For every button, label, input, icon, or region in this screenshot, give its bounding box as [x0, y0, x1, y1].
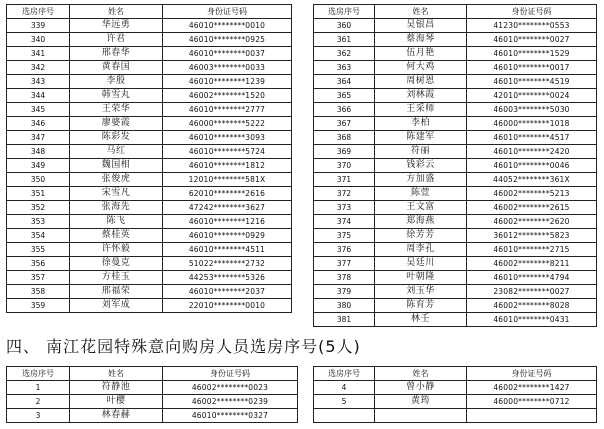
- seq-cell: 381: [314, 313, 375, 327]
- bottom-right-table: [313, 366, 597, 423]
- seq-cell: 361: [314, 33, 375, 47]
- id-cell: 46010********2037: [163, 285, 292, 299]
- table-row: [7, 409, 298, 423]
- id-cell: 46010********0017: [467, 61, 597, 75]
- name-cell: 张俊虎: [70, 173, 163, 187]
- seq-cell: 362: [314, 47, 375, 61]
- seq-cell: 375: [314, 229, 375, 243]
- id-cell: 46002********8211: [467, 257, 597, 271]
- id-cell: 46000********5222: [163, 117, 292, 131]
- id-cell: 46002********2615: [467, 201, 597, 215]
- table-row: [314, 187, 597, 201]
- table-row: [314, 215, 597, 229]
- id-cell: 41230********0553: [467, 19, 597, 33]
- id-cell: 46010********0925: [163, 33, 292, 47]
- table-row: [314, 173, 597, 187]
- seq-cell: 354: [7, 229, 70, 243]
- table-header-row: [314, 5, 597, 19]
- name-cell: [375, 409, 467, 423]
- id-cell: 46002********0023: [163, 381, 298, 395]
- name-cell: 钱彩云: [375, 159, 467, 173]
- table-row: [314, 117, 597, 131]
- id-cell: 46003********5030: [467, 103, 597, 117]
- header-name: 姓名: [375, 5, 467, 19]
- table-row: [314, 243, 597, 257]
- name-cell: 张海先: [70, 201, 163, 215]
- id-cell: 46010********5724: [163, 145, 292, 159]
- top-right-table: [313, 4, 597, 327]
- header-seq: 选房序号: [314, 5, 375, 19]
- name-cell: 黄春国: [70, 61, 163, 75]
- table-header-row: [7, 5, 292, 19]
- name-cell: 徐芳芳: [375, 229, 467, 243]
- seq-cell: 5: [314, 395, 375, 409]
- id-cell: 46002********2620: [467, 215, 597, 229]
- id-cell: 46000********1018: [467, 117, 597, 131]
- header-name: 姓名: [70, 5, 163, 19]
- id-cell: 12010********581X: [163, 173, 292, 187]
- table-row: [7, 19, 292, 33]
- top-left-table: [6, 4, 292, 313]
- name-cell: 马红: [70, 145, 163, 159]
- name-cell: 周李孔: [375, 243, 467, 257]
- name-cell: 华远勇: [70, 19, 163, 33]
- table-row: [7, 187, 292, 201]
- seq-cell: 347: [7, 131, 70, 145]
- id-cell: 46000********0712: [467, 395, 597, 409]
- name-cell: 符丽: [375, 145, 467, 159]
- seq-cell: 358: [7, 285, 70, 299]
- seq-cell: 360: [314, 19, 375, 33]
- seq-cell: 363: [314, 61, 375, 75]
- seq-cell: 370: [314, 159, 375, 173]
- name-cell: 林春赫: [70, 409, 163, 423]
- name-cell: 王荣华: [70, 103, 163, 117]
- id-cell: 46002********1427: [467, 381, 597, 395]
- name-cell: 陈建军: [375, 131, 467, 145]
- id-cell: 36012********5823: [467, 229, 597, 243]
- table-row: [7, 395, 298, 409]
- table-row: [314, 395, 597, 409]
- id-cell: 46010********4511: [163, 243, 292, 257]
- id-cell: 47242********3627: [163, 201, 292, 215]
- table-row: [314, 285, 597, 299]
- name-cell: 叶朝隆: [375, 271, 467, 285]
- id-cell: 46010********0046: [467, 159, 597, 173]
- name-cell: 符静池: [70, 381, 163, 395]
- id-cell: 46010********0037: [163, 47, 292, 61]
- seq-cell: 355: [7, 243, 70, 257]
- seq-cell: 380: [314, 299, 375, 313]
- name-cell: 曾小静: [375, 381, 467, 395]
- header-id: 身份证号码: [163, 367, 298, 381]
- id-cell: 46010********1529: [467, 47, 597, 61]
- table-row: [7, 75, 292, 89]
- table-row: [314, 299, 597, 313]
- seq-cell: 346: [7, 117, 70, 131]
- id-cell: 46010********4794: [467, 271, 597, 285]
- seq-cell: 365: [314, 89, 375, 103]
- id-cell: 46002********1520: [163, 89, 292, 103]
- table-row: [7, 299, 292, 313]
- table-header-row: [7, 367, 298, 381]
- seq-cell: 341: [7, 47, 70, 61]
- name-cell: 陈飞: [70, 215, 163, 229]
- name-cell: 刘林霞: [375, 89, 467, 103]
- name-cell: 魏国相: [70, 159, 163, 173]
- seq-cell: 357: [7, 271, 70, 285]
- name-cell: 李柏: [375, 117, 467, 131]
- table-row: [7, 229, 292, 243]
- name-cell: 吴廷川: [375, 257, 467, 271]
- id-cell: 44052********361X: [467, 173, 597, 187]
- id-cell: 46002********8028: [467, 299, 597, 313]
- header-name: 姓名: [70, 367, 163, 381]
- header-name: 姓名: [375, 367, 467, 381]
- name-cell: 陈萱: [375, 187, 467, 201]
- name-cell: 邢福荣: [70, 285, 163, 299]
- table-row: [314, 47, 597, 61]
- table-row: [314, 19, 597, 33]
- name-cell: 许怀毅: [70, 243, 163, 257]
- id-cell: 46010********4517: [467, 131, 597, 145]
- table-row: [7, 131, 292, 145]
- table-row: [314, 257, 597, 271]
- id-cell: 46010********0431: [467, 313, 597, 327]
- table-row: [7, 33, 292, 47]
- seq-cell: 345: [7, 103, 70, 117]
- name-cell: 陈育芳: [375, 299, 467, 313]
- table-row: [7, 61, 292, 75]
- name-cell: 李殷: [70, 75, 163, 89]
- table-row: [314, 201, 597, 215]
- seq-cell: 3: [7, 409, 70, 423]
- id-cell: 46010********0327: [163, 409, 298, 423]
- table-row: [314, 103, 597, 117]
- table-row: [7, 103, 292, 117]
- id-cell: 46002********5213: [467, 187, 597, 201]
- name-cell: 叶樱: [70, 395, 163, 409]
- seq-cell: 343: [7, 75, 70, 89]
- name-cell: 蔡桂英: [70, 229, 163, 243]
- name-cell: 方加盛: [375, 173, 467, 187]
- id-cell: 46010********3093: [163, 131, 292, 145]
- seq-cell: 351: [7, 187, 70, 201]
- name-cell: 廖婆霞: [70, 117, 163, 131]
- seq-cell: 367: [314, 117, 375, 131]
- table-row: [314, 145, 597, 159]
- id-cell: 46010********4519: [467, 75, 597, 89]
- table-row: [7, 243, 292, 257]
- seq-cell: 344: [7, 89, 70, 103]
- name-cell: 韩雪丸: [70, 89, 163, 103]
- seq-cell: 374: [314, 215, 375, 229]
- name-cell: 陈彩发: [70, 131, 163, 145]
- id-cell: 46003********0033: [163, 61, 292, 75]
- table-row: [314, 61, 597, 75]
- seq-cell: 364: [314, 75, 375, 89]
- table-row: [7, 117, 292, 131]
- table-row: [7, 47, 292, 61]
- header-seq: 选房序号: [314, 367, 375, 381]
- table-row: [7, 201, 292, 215]
- seq-cell: 371: [314, 173, 375, 187]
- seq-cell: 373: [314, 201, 375, 215]
- seq-cell: 378: [314, 271, 375, 285]
- header-id: 身份证号码: [467, 5, 597, 19]
- seq-cell: 366: [314, 103, 375, 117]
- seq-cell: 359: [7, 299, 70, 313]
- seq-cell: [314, 409, 375, 423]
- table-row: [314, 409, 597, 423]
- table-row: [7, 271, 292, 285]
- name-cell: 郑海燕: [375, 215, 467, 229]
- table-row: [7, 173, 292, 187]
- name-cell: 王文富: [375, 201, 467, 215]
- seq-cell: 352: [7, 201, 70, 215]
- table-row: [7, 285, 292, 299]
- id-cell: 46010********2420: [467, 145, 597, 159]
- table-row: [314, 159, 597, 173]
- seq-cell: 368: [314, 131, 375, 145]
- header-seq: 选房序号: [7, 5, 70, 19]
- seq-cell: 353: [7, 215, 70, 229]
- seq-cell: 2: [7, 395, 70, 409]
- id-cell: 46010********2715: [467, 243, 597, 257]
- name-cell: 吴银昌: [375, 19, 467, 33]
- seq-cell: 1: [7, 381, 70, 395]
- id-cell: 22010********0010: [163, 299, 292, 313]
- table-row: [7, 89, 292, 103]
- name-cell: 许君: [70, 33, 163, 47]
- bottom-left-table: [6, 366, 298, 423]
- table-row: [314, 75, 597, 89]
- seq-cell: 369: [314, 145, 375, 159]
- name-cell: 林壬: [375, 313, 467, 327]
- name-cell: 宋雪凡: [70, 187, 163, 201]
- name-cell: 邢春华: [70, 47, 163, 61]
- seq-cell: 379: [314, 285, 375, 299]
- table-row: [314, 381, 597, 395]
- id-cell: 23082********0027: [467, 285, 597, 299]
- id-cell: 46010********0929: [163, 229, 292, 243]
- seq-cell: 339: [7, 19, 70, 33]
- seq-cell: 340: [7, 33, 70, 47]
- header-seq: 选房序号: [7, 367, 70, 381]
- id-cell: [467, 409, 597, 423]
- seq-cell: 348: [7, 145, 70, 159]
- seq-cell: 4: [314, 381, 375, 395]
- table-row: [314, 33, 597, 47]
- seq-cell: 342: [7, 61, 70, 75]
- id-cell: 46010********0027: [467, 33, 597, 47]
- section-title: 四、 南江花园特殊意向购房人员选房序号(5人): [6, 337, 361, 356]
- id-cell: 51022********2732: [163, 257, 292, 271]
- seq-cell: 376: [314, 243, 375, 257]
- id-cell: 44253********5326: [163, 271, 292, 285]
- seq-cell: 349: [7, 159, 70, 173]
- seq-cell: 350: [7, 173, 70, 187]
- seq-cell: 356: [7, 257, 70, 271]
- name-cell: 徐曼克: [70, 257, 163, 271]
- id-cell: 46010********2777: [163, 103, 292, 117]
- header-id: 身份证号码: [163, 5, 292, 19]
- id-cell: 46010********1239: [163, 75, 292, 89]
- table-row: [7, 145, 292, 159]
- table-row: [7, 381, 298, 395]
- table-row: [7, 257, 292, 271]
- name-cell: 蔡海琴: [375, 33, 467, 47]
- id-cell: 62010********2616: [163, 187, 292, 201]
- table-row: [7, 215, 292, 229]
- table-row: [314, 271, 597, 285]
- name-cell: 方桂玉: [70, 271, 163, 285]
- seq-cell: 372: [314, 187, 375, 201]
- table-header-row: [314, 367, 597, 381]
- id-cell: 46002********0239: [163, 395, 298, 409]
- name-cell: 刘军成: [70, 299, 163, 313]
- name-cell: 周树恩: [375, 75, 467, 89]
- table-row: [314, 89, 597, 103]
- name-cell: 伍月艳: [375, 47, 467, 61]
- name-cell: 刘玉华: [375, 285, 467, 299]
- table-row: [314, 131, 597, 145]
- id-cell: 46010********1216: [163, 215, 292, 229]
- table-row: [7, 159, 292, 173]
- header-id: 身份证号码: [467, 367, 597, 381]
- seq-cell: 377: [314, 257, 375, 271]
- name-cell: 何大鸡: [375, 61, 467, 75]
- id-cell: 42010********0024: [467, 89, 597, 103]
- name-cell: 王采师: [375, 103, 467, 117]
- table-row: [314, 313, 597, 327]
- name-cell: 黄筠: [375, 395, 467, 409]
- id-cell: 46010********0010: [163, 19, 292, 33]
- table-row: [314, 229, 597, 243]
- id-cell: 46010********1812: [163, 159, 292, 173]
